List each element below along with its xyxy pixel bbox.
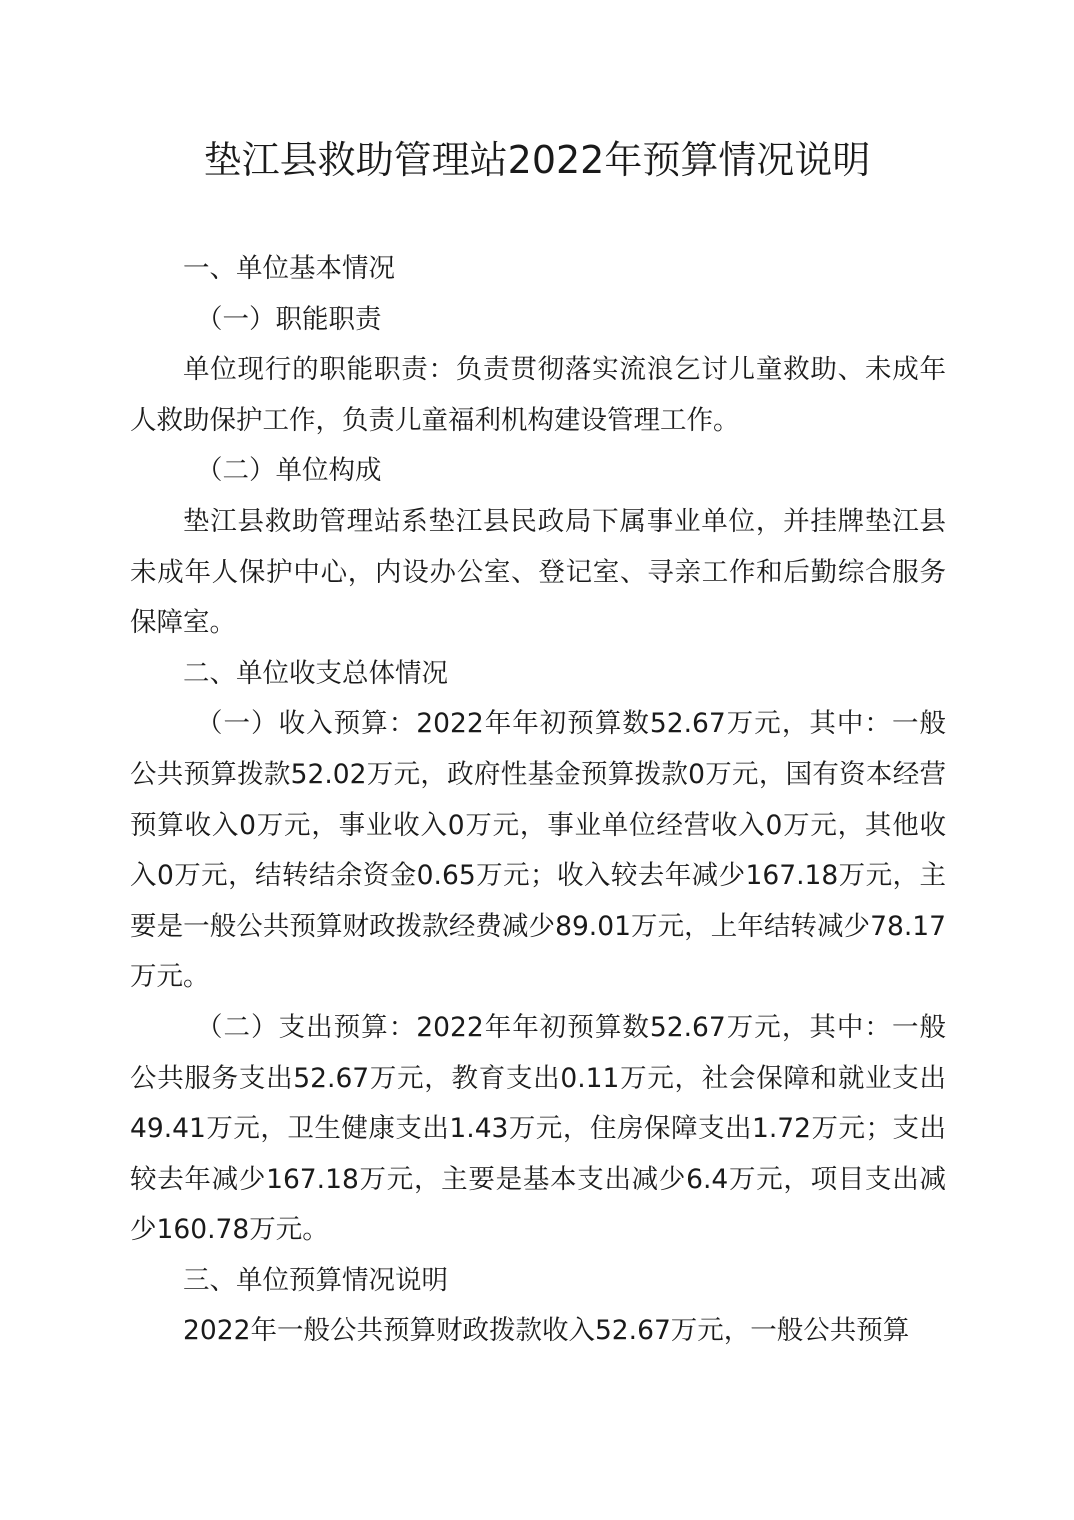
paragraph-functions: 单位现行的职能职责：负责贯彻落实流浪乞讨儿童救助、未成年人救助保护工作，负责儿童福利机构建设管理工作。 (130, 354, 946, 436)
paragraph-income-budget: （一）收入预算：2022年年初预算数52.67万元，其中：一般公共预算拨款52.02万元，政府性基金预算拨款0万元，国有资本经营预算收入0万元，事业收入0万元，事业单位经营收入0万元，其他收入0万元，结转结余资金0.65万元；收入较去年减少167.18万元，主要是一般公共预算财政拨款经费减少89.01万元，上年结转减少78.17万元。 (130, 708, 946, 993)
section-heading-3: 三、单位预算情况说明 (183, 1264, 448, 1296)
document-title: 垫江县救助管理站2022年预算情况说明 (203, 138, 871, 182)
section-heading-1: 一、单位基本情况 (183, 253, 395, 284)
document-body (130, 244, 946, 1357)
paragraph-expenditure-budget: （二）支出预算：2022年年初预算数52.67万元，其中：一般公共服务支出52.67万元，教育支出0.11万元，社会保障和就业支出49.41万元，卫生健康支出1.43万元，住房保障支出1.72万元；支出较去年减少167.18万元，主要是基本支出减少6.4万元，项目支出减少160.78万元。 (130, 1011, 946, 1246)
section-heading-2: 二、单位收支总体情况 (183, 657, 448, 689)
paragraph-budget-description: 2022年一般公共预算财政拨款收入52.67万元，一般公共预算 (183, 1315, 910, 1347)
subheading-composition: （二）单位构成 (196, 455, 382, 487)
subheading-functions: （一）职能职责 (196, 303, 382, 335)
paragraph-composition: 垫江县救助管理站系垫江县民政局下属事业单位，并挂牌垫江县未成年人保护中心，内设办公室、登记室、寻亲工作和后勤综合服务保障室。 (130, 505, 946, 639)
